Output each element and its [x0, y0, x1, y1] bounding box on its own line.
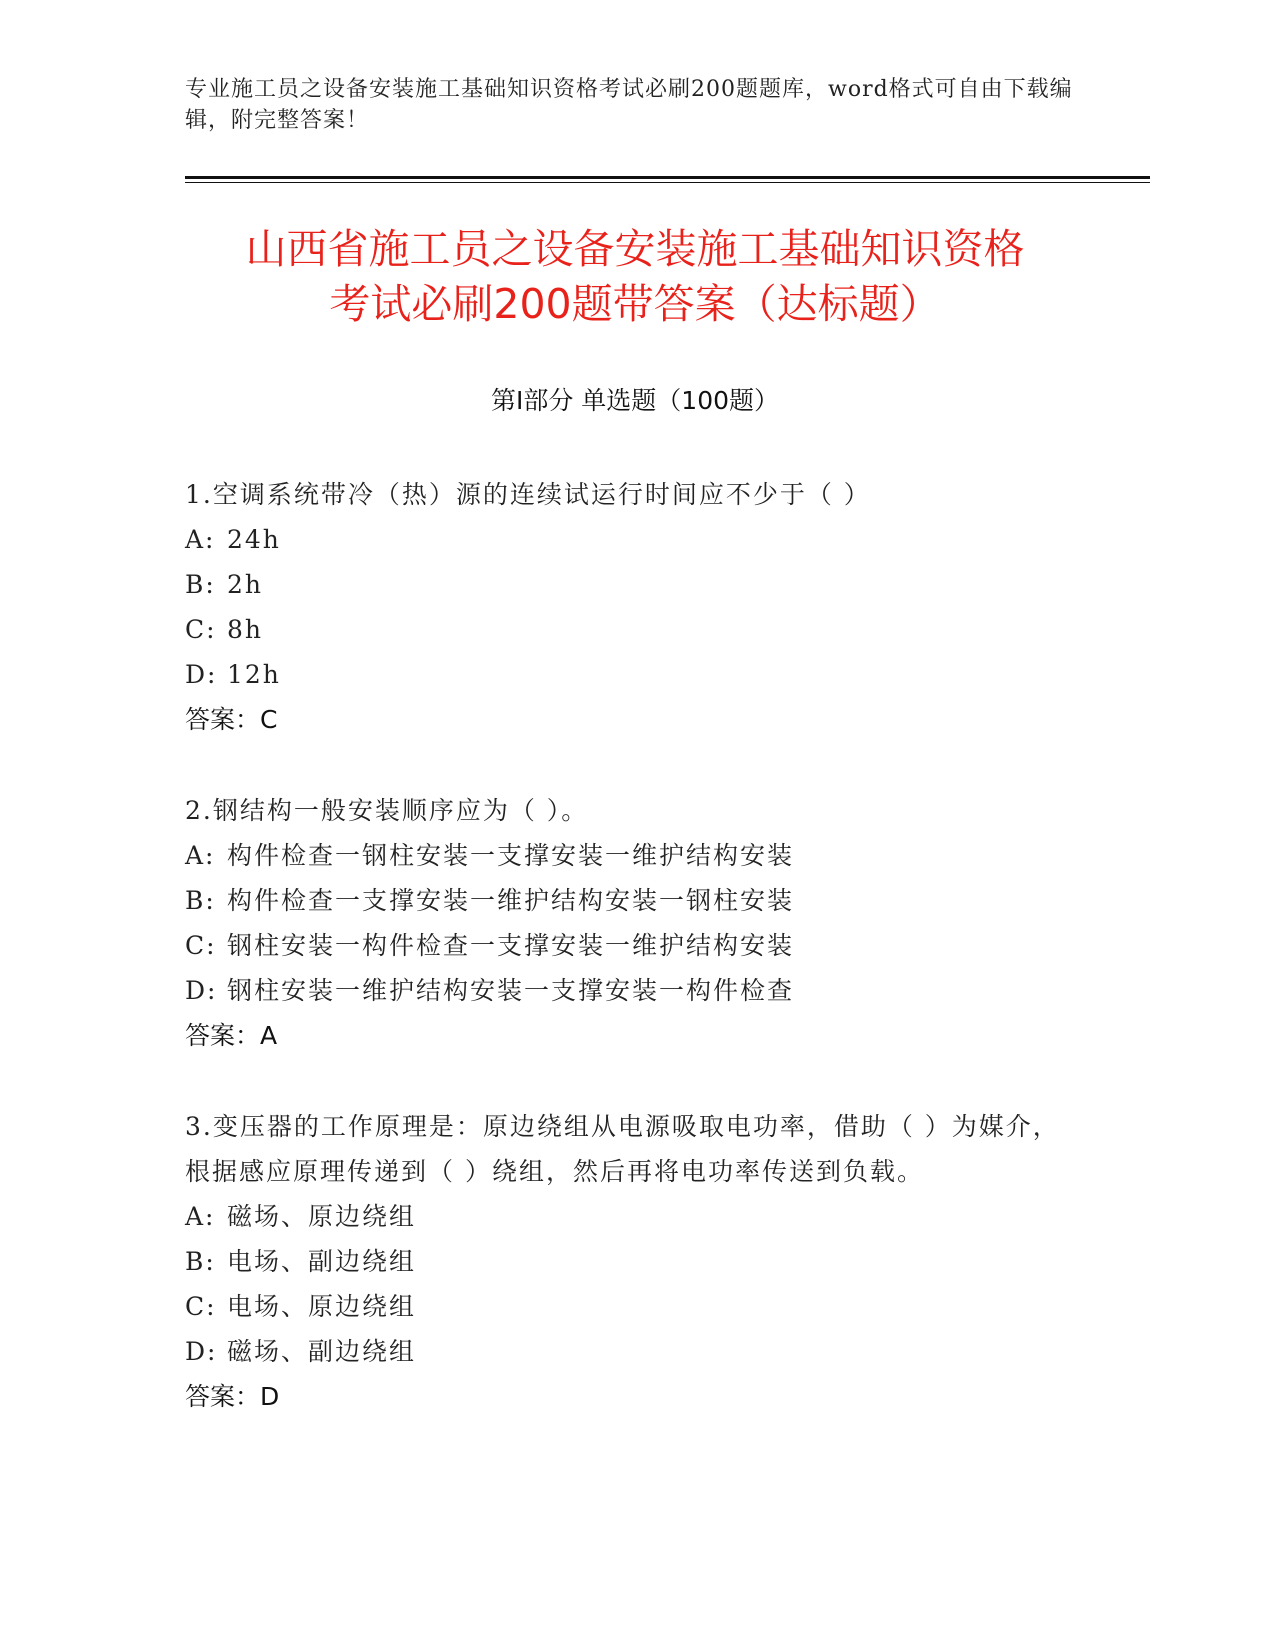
option-b — [185, 1239, 1085, 1284]
document-title — [185, 222, 1085, 332]
option-text: 构件检查一钢柱安装一支撑安装一维护结构安装 — [227, 841, 795, 870]
header-note: 专业施工员之设备安装施工基础知识资格考试必刷200题题库，word格式可自由下载编辑，附完整答案！ — [185, 77, 1073, 133]
answer-line — [185, 1013, 1085, 1058]
option-key: D: — [185, 1337, 218, 1366]
option-text: 磁场、原边绕组 — [227, 1202, 417, 1231]
answer-label: 答案： — [185, 705, 261, 734]
option-text: 2h — [227, 570, 264, 599]
option-key: D: — [185, 976, 218, 1005]
option-text: 12h — [227, 660, 281, 689]
option-key: C: — [185, 931, 217, 960]
answer-value: D — [260, 1382, 280, 1411]
option-key: A: — [185, 525, 216, 554]
answer-value: A — [260, 1021, 278, 1050]
title-line-1: 山西省施工员之设备安装施工基础知识资格 — [245, 225, 1025, 273]
option-key: A: — [185, 841, 216, 870]
option-d — [185, 1329, 1085, 1374]
header-rule-thick — [185, 176, 1150, 179]
option-text: 钢柱安装一维护结构安装一支撑安装一构件检查 — [227, 976, 795, 1005]
option-text: 电场、原边绕组 — [227, 1292, 417, 1321]
option-text: 电场、副边绕组 — [227, 1247, 417, 1276]
option-c — [185, 607, 1085, 652]
option-d — [185, 968, 1085, 1013]
question-2 — [185, 788, 1085, 1058]
answer-line — [185, 1374, 1085, 1419]
option-text: 钢柱安装一构件检查一支撑安装一维护结构安装 — [227, 931, 795, 960]
option-d — [185, 652, 1085, 697]
option-text: 磁场、副边绕组 — [227, 1337, 417, 1366]
option-text: 8h — [227, 615, 264, 644]
answer-label: 答案： — [185, 1382, 261, 1411]
answer-value: C — [260, 705, 278, 734]
option-c — [185, 923, 1085, 968]
question-text: 3.变压器的工作原理是：原边绕组从电源吸取电功率，借助（ ）为媒介，根据感应原理传递到（ ）绕组，然后再将电功率传送到负载。 — [185, 1112, 1060, 1186]
question-text: 2.钢结构一般安装顺序应为（ ）。 — [185, 796, 589, 825]
option-b — [185, 878, 1085, 923]
title-line-2: 考试必刷200题带答案（达标题） — [329, 280, 941, 328]
answer-line — [185, 697, 1085, 742]
question-list — [185, 472, 1085, 1465]
option-b — [185, 562, 1085, 607]
header-rule-thin — [185, 182, 1150, 183]
option-key: A: — [185, 1202, 216, 1231]
option-key: C: — [185, 1292, 217, 1321]
question-3 — [185, 1104, 1085, 1419]
option-text: 构件检查一支撑安装一维护结构安装一钢柱安装 — [227, 886, 795, 915]
option-key: D: — [185, 660, 218, 689]
question-1 — [185, 472, 1085, 742]
option-a — [185, 833, 1085, 878]
answer-label: 答案： — [185, 1021, 261, 1050]
question-text: 1.空调系统带冷（热）源的连续试运行时间应不少于（ ） — [185, 480, 871, 509]
option-c — [185, 1284, 1085, 1329]
option-text: 24h — [227, 525, 281, 554]
option-a — [185, 1194, 1085, 1239]
option-key: C: — [185, 615, 217, 644]
section-title: 第Ⅰ部分 单选题（100题） — [490, 386, 780, 415]
option-key: B: — [185, 1247, 216, 1276]
option-a — [185, 517, 1085, 562]
option-key: B: — [185, 886, 216, 915]
option-key: B: — [185, 570, 216, 599]
